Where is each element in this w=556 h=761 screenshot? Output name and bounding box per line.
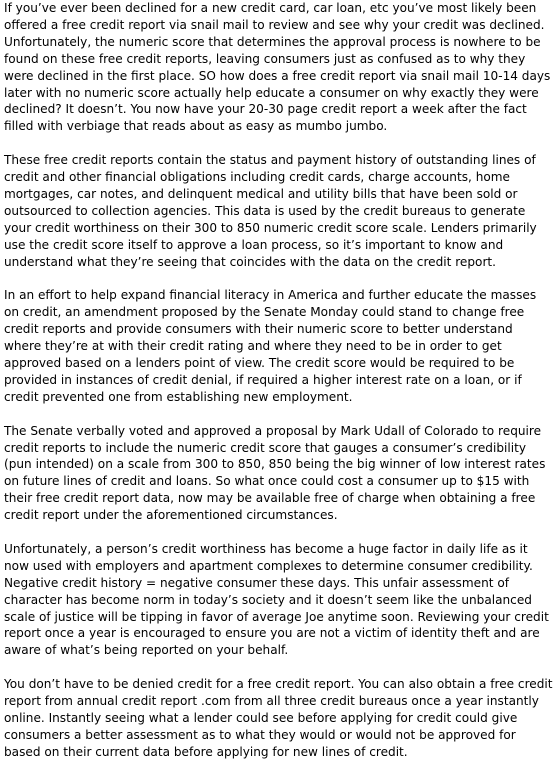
- paragraph-senate-vote: The Senate verbally voted and approved a proposal by Mark Udall of Colorado to require credit reports to include the numeric credit score that gauges a consumer’s credibility (pun intended) on a scale from 300 to 850, 850 being the big winner of low interest rates on future lines of credit and loans. So what once could cost a consumer up to $15 with their free credit report data, now may be available free of charge when obtaining a free credit report under the aforementioned circumstances.: [4, 423, 546, 523]
- paragraph-senate-amendment: In an effort to help expand financial literacy in America and further educate the masses on credit, an amendment proposed by the Senate Monday could stand to change free credit reports and provide consumers with their numeric score to better understand where they’re at with their credit rating and where they need to be in order to get approved based on a lenders point of view. The credit score would be required to be provided in instances of credit denial, if required a higher interest rate on a loan, or if credit prevented one from establishing new employment.: [4, 288, 537, 404]
- paragraph-annual-report: You don’t have to be denied credit for a free credit report. You can also obtain a free credit report from annual credit report .com from all three credit bureaus once a year instantly online. Instantly seeing what a lender could see before applying for credit could give consumers a better assessment as to what they would or would not be approved for based on their current data before applying for new lines of credit.: [4, 677, 553, 759]
- paragraph-declined-credit: If you’ve ever been declined for a new credit card, car loan, etc you’ve most likely been offered a free credit report via snail mail to review and see why your credit was declined. Unfortunately, the numeric score that determines the approval process is nowhere to be found on these free credit reports, leaving consumers just as confused as to why they were declined in the first place. SO how does a free credit report via snail mail 10-14 days later with no numeric score actually help educate a consumer on why exactly they were declined? It doesn’t. You now have your 20-30 page credit report a week after the fact filled with verbiage that reads about as easy as mumbo jumbo.: [4, 1, 551, 134]
- paragraph-credit-worthiness: Unfortunately, a person’s credit worthiness has become a huge factor in daily life as it now used with employers and apartment complexes to determine consumer credibility. Negative credit history = negative consumer these days. This unfair assessment of character has become norm in today’s society and it doesn’t seem like the unbalanced scale of justice will be tipping in favor of average Joe anytime soon. Reviewing your credit report once a year is encouraged to ensure you are not a victim of identity theft and are aware of what’s being reported on your behalf.: [4, 541, 549, 658]
- paragraph-report-contents: These free credit reports contain the status and payment history of outstanding lines of credit and other financial obligations including credit cards, charge accounts, home mortgages, car notes, and delinquent medical and utility bills that have been sold or outsourced to collection agencies. This data is used by the credit bureaus to generate your credit worthiness on their 300 to 850 numeric credit score scale. Lenders primarily use the credit score itself to approve a loan process, so it’s important to know and understand what they’re seeing that coincides with the data on the credit report.: [4, 153, 537, 269]
